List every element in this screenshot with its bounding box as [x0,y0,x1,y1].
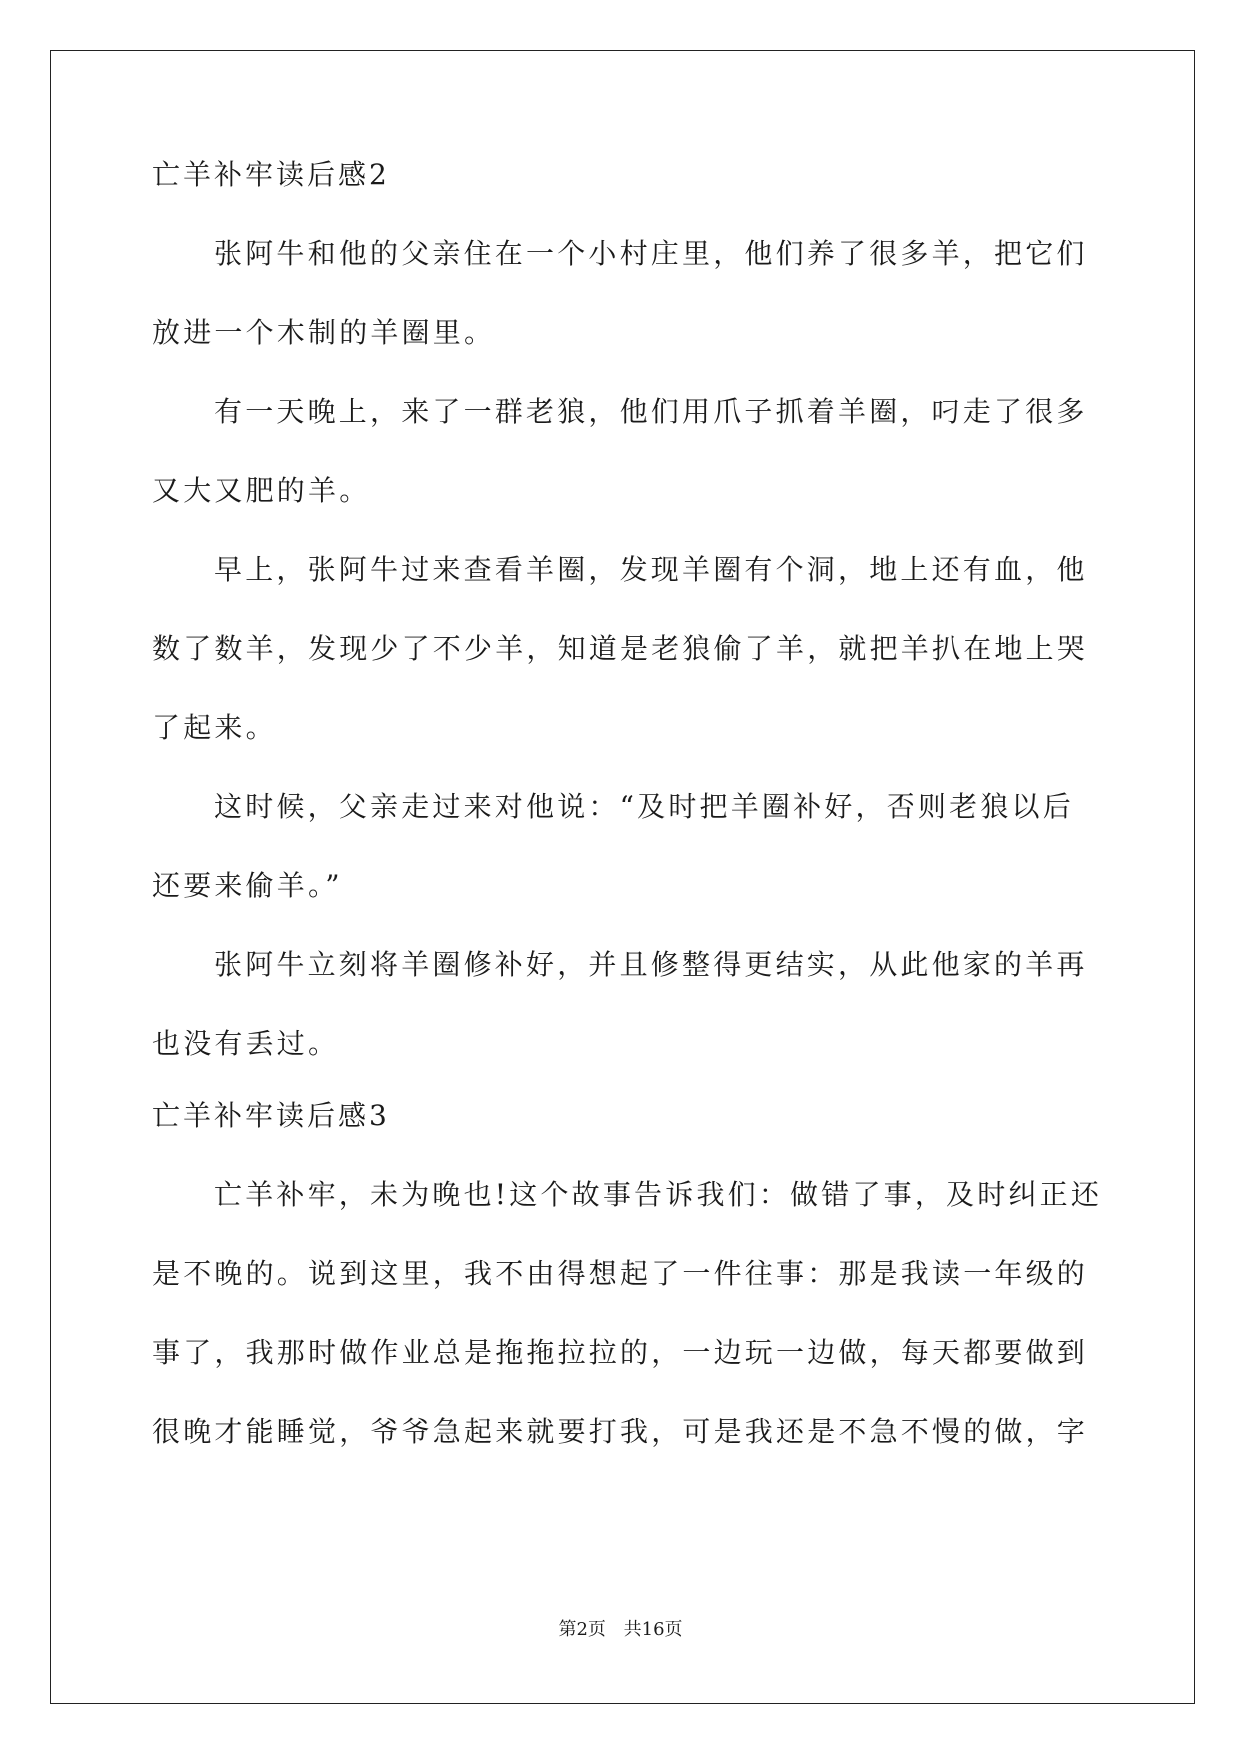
section-heading: 亡羊补牢读后感3 [152,1099,390,1132]
page-total: 共16页 [623,1619,683,1640]
text-line: 早上，张阿牛过来查看羊圈，发现羊圈有个洞，地上还有血，他 [214,553,1088,586]
paragraph [152,945,1092,1064]
text-line: 还要来偷羊。” [152,869,343,902]
text-line: 张阿牛和他的父亲住在一个小村庄里，他们养了很多羊，把它们 [214,237,1088,270]
text-line: 又大又肥的羊。 [152,474,371,507]
paragraph [152,234,1092,353]
text-line: 也没有丢过。 [152,1027,340,1060]
text-line: 事了，我那时做作业总是拖拖拉拉的，一边玩一边做，每天都要做到 [152,1336,1089,1369]
text-line: 这时候，父亲走过来对他说：“及时把羊圈补好，否则老狼以后 [214,790,1074,823]
document-body [152,155,1103,1491]
text-line: 有一天晚上，来了一群老狼，他们用爪子抓着羊圈，叼走了很多 [214,395,1088,428]
section-heading: 亡羊补牢读后感2 [152,158,390,191]
paragraph [152,787,1092,906]
text-line: 张阿牛立刻将羊圈修补好，并且修整得更结实，从此他家的羊再 [214,948,1088,981]
page-footer [0,1618,1241,1642]
paragraph [152,1175,1103,1452]
text-line: 亡羊补牢，未为晚也!这个故事告诉我们：做错了事，及时纠正还 [214,1178,1103,1211]
text-line: 数了数羊，发现少了不少羊，知道是老狼偷了羊，就把羊扒在地上哭 [152,632,1089,665]
text-line: 了起来。 [152,711,277,744]
text-line: 是不晚的。说到这里，我不由得想起了一件往事：那是我读一年级的 [152,1257,1089,1290]
paragraph [152,550,1092,748]
text-line: 放进一个木制的羊圈里。 [152,316,496,349]
page-number: 第2页 [558,1619,606,1640]
paragraph [152,392,1092,511]
text-line: 很晚才能睡觉，爷爷急起来就要打我，可是我还是不急不慢的做，字 [152,1415,1089,1448]
